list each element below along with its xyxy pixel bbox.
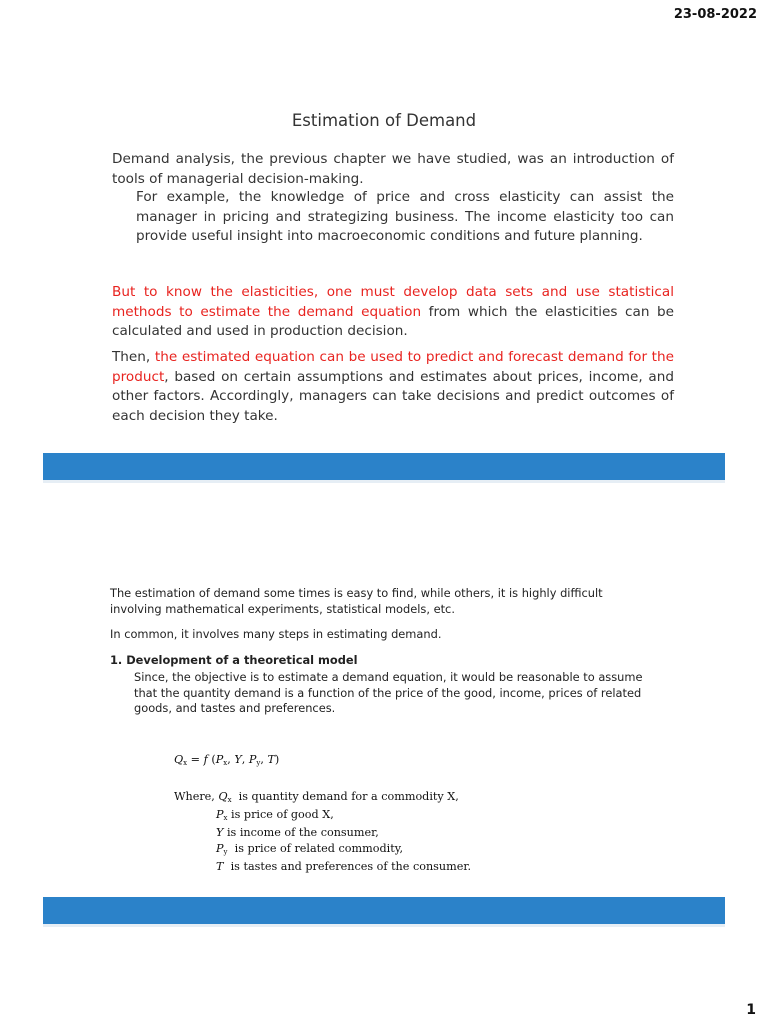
- forecast-paragraph: [112, 348, 674, 426]
- model-paragraph: Since, the objective is to estimate a demand equation, it would be reasonable to assume that the quantity demand is a function of the price of the good, income, prices of related goods, and tastes and preferences.: [134, 670, 643, 715]
- def-y: Y is income of the consumer,: [216, 826, 379, 839]
- slide-title: Estimation of Demand: [291, 111, 477, 130]
- example-paragraph: For example, the knowledge of price and cross elasticity can assist the manager in pricing and strategizing business. The income elasticity too can provide useful insight into macroeconomic conditions and future planning.: [136, 189, 674, 244]
- elasticity-red-text: But to know the elasticities, one must develop data sets and use statistical methods to estimate the demand equation: [112, 284, 674, 320]
- intro-paragraph: Demand analysis, the previous chapter we have studied, was an introduction of tools of managerial decision-making.: [112, 151, 674, 187]
- def-px: $P_x$ is price of good X,: [216, 808, 334, 822]
- forecast-red-text: the estimated equation can be used to predict and forecast demand for the product: [112, 349, 674, 385]
- estimation-paragraph: The estimation of demand some times is easy to find, while others, it is highly difficult involving mathematical experiments, statistical models, etc.: [110, 586, 603, 616]
- def-t: T is tastes and preferences of the consumer.: [216, 860, 471, 873]
- forecast-start-text: Then,: [112, 349, 155, 365]
- elasticity-paragraph: [112, 283, 674, 342]
- def-py: $P_y$ is price of related commodity,: [216, 842, 404, 856]
- forecast-rest-text: , based on certain assumptions and estimates about prices, income, and other factors. Accordingly, managers can take decisions and predict outcomes of each decision they take.: [112, 368, 674, 424]
- page-number: 1: [746, 1002, 756, 1018]
- section-heading: 1. Development of a theoretical model: [110, 653, 358, 667]
- date-label: 23-08-2022: [673, 7, 757, 22]
- demand-equation: $Q_x = f$ ($P_x$, Y, $P_y$, T): [174, 753, 280, 767]
- slide-footer-bar: [43, 453, 725, 483]
- elasticity-rest-text: from which the elasticities can be calculated and used in production decision.: [112, 303, 675, 339]
- def-qx: Where, $Q_x$ is quantity demand for a commodity X,: [174, 790, 459, 804]
- steps-paragraph: In common, it involves many steps in estimating demand.: [110, 627, 442, 641]
- slide-footer-bar: [43, 897, 725, 927]
